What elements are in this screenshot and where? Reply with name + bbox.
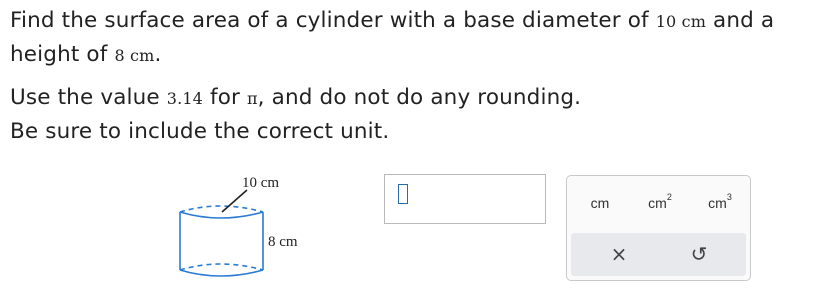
answer-input[interactable] — [384, 174, 546, 224]
undo-button[interactable] — [669, 233, 729, 276]
top-ellipse-front — [180, 212, 263, 218]
action-row — [571, 233, 746, 276]
unit-cm-label: cm — [590, 195, 610, 211]
question-line-4: Be sure to include the correct unit. — [10, 119, 390, 144]
unit-cm2-exponent: 2 — [666, 192, 672, 203]
undo-icon: ↺ — [690, 242, 708, 266]
bottom-ellipse-back — [180, 264, 263, 270]
unit-cm-button[interactable] — [575, 190, 625, 216]
diameter-label: 10 cm — [242, 175, 280, 191]
question-line-3-mid: for — [203, 85, 247, 110]
question-line-2-prefix: height of — [10, 42, 115, 67]
clear-button[interactable] — [589, 233, 649, 276]
unit-keypad — [566, 175, 751, 281]
pi-symbol: π — [247, 89, 258, 108]
question-line-3 — [10, 81, 835, 115]
question-line-2-suffix: . — [154, 42, 162, 67]
x-icon: × — [610, 242, 628, 266]
question-line-1 — [10, 4, 835, 38]
diameter-leader-line — [222, 190, 247, 212]
top-ellipse-back — [180, 206, 263, 212]
answer-cursor-slot[interactable] — [398, 184, 408, 204]
question-line-1-suffix: and a — [706, 8, 775, 33]
question-line-2 — [10, 38, 835, 72]
bottom-ellipse-front — [180, 270, 263, 276]
unit-cm3-exponent: 3 — [726, 192, 732, 203]
cylinder-figure — [170, 170, 320, 285]
question-line-3-suffix: , and do not do any rounding. — [257, 85, 582, 110]
question-line-3-prefix: Use the value — [10, 85, 167, 110]
unit-cm2-label: cm — [648, 195, 667, 211]
diameter-value: 10 cm — [655, 12, 707, 31]
height-value: 8 cm — [114, 46, 155, 65]
height-label: 8 cm — [268, 234, 298, 250]
unit-cm2-button[interactable] — [635, 190, 685, 216]
unit-cm3-button[interactable] — [695, 190, 745, 216]
question-line-1-prefix: Find the surface area of a cylinder with a base diameter of — [10, 8, 656, 33]
pi-value: 3.14 — [166, 89, 204, 108]
unit-row — [567, 176, 750, 230]
unit-cm3-label: cm — [708, 195, 727, 211]
question-text — [10, 4, 835, 148]
